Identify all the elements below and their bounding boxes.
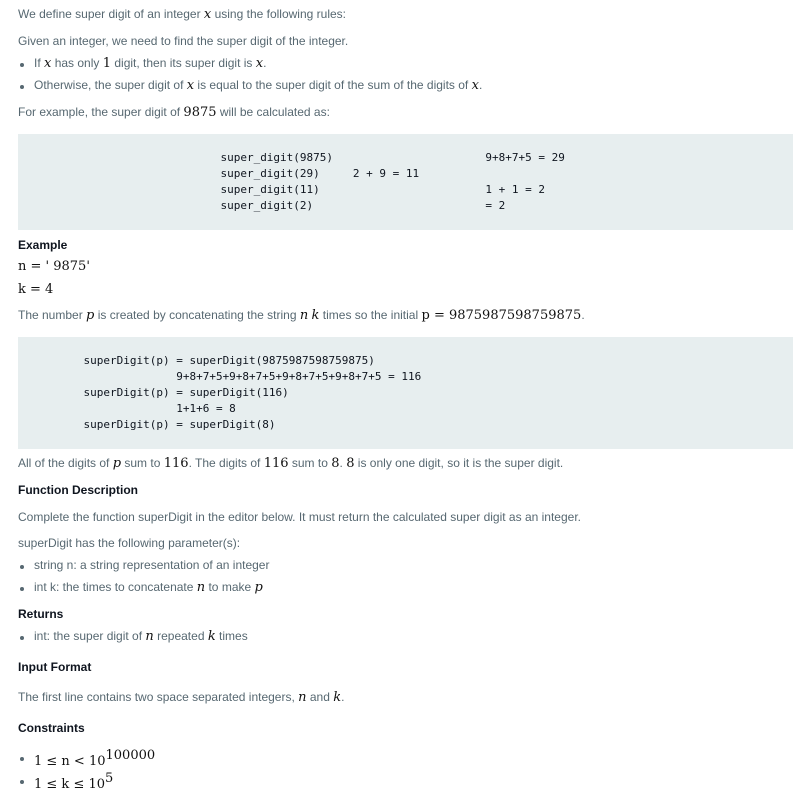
math-var: x xyxy=(255,56,264,71)
bullet-dot xyxy=(20,780,24,784)
text: int k: the times to concatenate xyxy=(34,580,197,594)
math-expr: p = 9875987598759875 xyxy=(421,308,582,323)
text: int: the super digit of xyxy=(34,629,146,643)
math-var: k xyxy=(333,690,342,705)
text: using the following rules: xyxy=(211,7,346,21)
example-n-value: n = ' 9875' xyxy=(18,259,90,274)
constraint-n xyxy=(34,748,155,769)
text: We define super digit of an integer xyxy=(18,7,204,21)
text: . The digits of xyxy=(188,456,264,470)
example-concat-description xyxy=(18,308,585,323)
text: has only xyxy=(51,56,103,70)
text: . xyxy=(341,690,345,704)
math-var: x xyxy=(203,7,212,22)
math-var: x xyxy=(471,78,479,93)
text: Otherwise, the super digit of xyxy=(34,78,187,92)
returns-heading: Returns xyxy=(18,607,64,621)
text: is only one digit, so it is the super digit. xyxy=(354,456,564,470)
text: sum to xyxy=(121,456,164,470)
math-var: p xyxy=(112,456,122,471)
text: to make xyxy=(205,580,255,594)
function-description-heading: Function Description xyxy=(18,483,138,497)
rule-2 xyxy=(34,78,482,93)
example-intro xyxy=(18,105,330,120)
math-exponent: 100000 xyxy=(105,748,156,763)
text: . xyxy=(263,56,267,70)
math-var: p xyxy=(86,308,95,323)
code-text-2: superDigit(p) = superDigit(9875987598759875) 9+8+7+5+9+8+7+5+9+8+7+5+9+8+7+5 = 116 superDigit(p) = superDigit(116) 1+1+6 = 8 superDigit(p) = superDigit(8) xyxy=(83,354,422,431)
text: repeated xyxy=(153,629,208,643)
math-var: n xyxy=(298,690,307,705)
text: sum to xyxy=(288,456,332,470)
text: The first line contains two space separated integers, xyxy=(18,690,299,704)
math-var: n xyxy=(196,580,206,595)
math-var: x xyxy=(186,78,195,93)
math-exponent: 5 xyxy=(105,771,114,786)
parameters-intro: superDigit has the following parameter(s): xyxy=(18,536,241,550)
constraints-heading: Constraints xyxy=(18,721,85,735)
math-num: 8 xyxy=(331,456,340,471)
text: . xyxy=(478,78,483,92)
text: times so the initial xyxy=(319,308,422,322)
bullet-dot xyxy=(20,565,24,569)
math-expr: 1 ≤ k ≤ 10 xyxy=(34,777,106,792)
bullet-dot xyxy=(20,636,24,640)
code-block-1 xyxy=(18,134,793,230)
param-n: string n: a string representation of an integer xyxy=(34,558,270,572)
text: and xyxy=(306,690,334,704)
math-expr: 1 ≤ n < 10 xyxy=(34,754,106,769)
text: . xyxy=(581,308,585,322)
math-num: 8 xyxy=(346,456,355,471)
intro-paragraph-1 xyxy=(18,7,346,22)
constraint-k xyxy=(34,771,113,792)
bullet-dot xyxy=(20,587,24,591)
math-num: 9875 xyxy=(183,105,217,120)
input-format-text xyxy=(18,690,344,705)
rule-1 xyxy=(34,56,266,71)
returns-item xyxy=(34,629,248,644)
param-k xyxy=(34,580,263,595)
function-description-text: Complete the function superDigit in the editor below. It must return the calculated super digit as an integer. xyxy=(18,510,581,524)
text: If xyxy=(34,56,45,70)
math-num: 116 xyxy=(263,456,289,471)
example-heading: Example xyxy=(18,238,68,252)
math-var: p xyxy=(254,580,263,595)
math-var: k xyxy=(207,629,216,644)
intro-paragraph-2: Given an integer, we need to find the super digit of the integer. xyxy=(18,34,349,48)
math-var: k xyxy=(311,308,320,323)
input-format-heading: Input Format xyxy=(18,660,92,674)
bullet-dot xyxy=(20,757,24,761)
text: is created by concatenating the string xyxy=(94,308,300,322)
text: All of the digits of xyxy=(18,456,113,470)
math-num: 1 xyxy=(102,56,112,71)
math-var: x xyxy=(44,56,52,71)
text: For example, the super digit of xyxy=(18,105,184,119)
example-k-value: k = 4 xyxy=(18,282,54,297)
text: will be calculated as: xyxy=(216,105,330,119)
text: is equal to the super digit of the sum of the digits of xyxy=(194,78,472,92)
code-block-2 xyxy=(18,337,793,449)
text: times xyxy=(215,629,248,643)
summary-paragraph xyxy=(18,456,563,471)
math-num: 116 xyxy=(163,456,189,471)
text: The number xyxy=(18,308,87,322)
text: . xyxy=(339,456,347,470)
text: digit, then its super digit is xyxy=(111,56,256,70)
math-var: n xyxy=(299,308,309,323)
math-var: n xyxy=(145,629,154,644)
code-text-1: super_digit(9875) 9+8+7+5 = 29 super_digit(29) 2 + 9 = 11 super_digit(11) 1 + 1 = 2 super_digit(2) = 2 xyxy=(220,151,565,212)
bullet-dot xyxy=(20,85,24,89)
bullet-dot xyxy=(20,63,24,67)
